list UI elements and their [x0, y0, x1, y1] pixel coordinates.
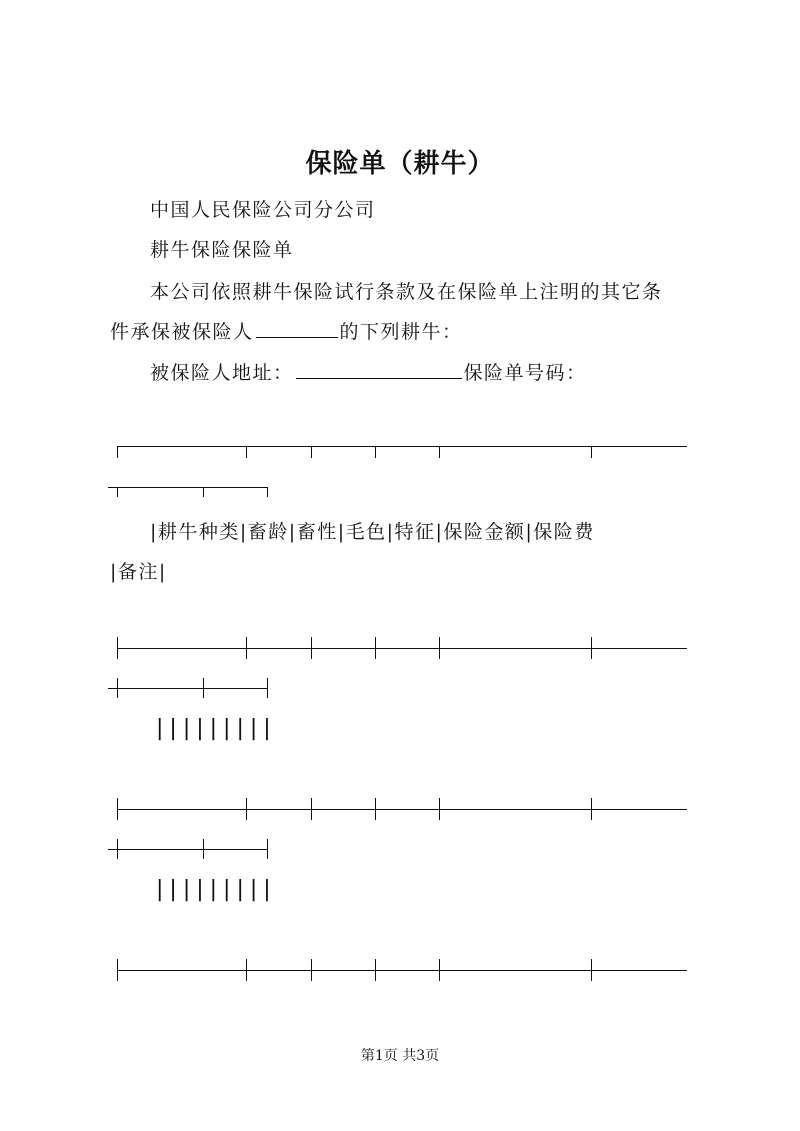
rule-tick	[246, 959, 247, 981]
address-label: 被保险人地址：	[150, 362, 294, 384]
rule-tick	[203, 487, 204, 497]
table-rule-top	[117, 809, 687, 810]
rule-tick	[267, 839, 268, 859]
table-rule-sub	[108, 849, 268, 850]
rule-tick	[267, 678, 268, 698]
table-row-empty: |||||||||	[156, 716, 277, 741]
policy-name: 耕牛保险保险单	[150, 239, 294, 261]
table-header-line1: |耕牛种类|畜龄|畜性|毛色|特征|保险金额|保险费	[150, 521, 595, 543]
rule-tick	[117, 798, 118, 820]
rule-tick	[267, 487, 268, 497]
address-line	[150, 358, 587, 385]
rule-tick	[117, 678, 118, 698]
rule-tick	[117, 959, 118, 981]
rule-tick	[311, 446, 312, 458]
rule-tick	[311, 637, 312, 659]
rule-tick	[203, 678, 204, 698]
policy-number-label: 保险单号码：	[463, 362, 587, 384]
table-rule-top	[117, 648, 687, 649]
rule-tick	[375, 446, 376, 458]
rule-tick	[246, 446, 247, 458]
rule-tick	[439, 637, 440, 659]
intro-text-line2	[110, 317, 463, 344]
rule-tick	[246, 637, 247, 659]
table-rule-sub	[108, 487, 268, 488]
address-blank[interactable]	[296, 360, 462, 379]
table-rule-top	[117, 446, 687, 447]
document-title: 保险单（耕牛）	[305, 149, 495, 179]
rule-tick	[439, 446, 440, 458]
rule-tick	[439, 798, 440, 820]
rule-tick	[375, 798, 376, 820]
intro-text-line1: 本公司依照耕牛保险试行条款及在保险单上注明的其它条	[150, 281, 663, 303]
rule-tick	[591, 446, 592, 458]
table-row-empty: |||||||||	[156, 877, 277, 902]
rule-tick	[375, 959, 376, 981]
rule-tick	[591, 637, 592, 659]
company-line: 中国人民保险公司分公司	[150, 199, 376, 221]
rule-tick	[375, 637, 376, 659]
intro-text-suffix: 的下列耕牛：	[339, 321, 463, 343]
rule-tick	[311, 959, 312, 981]
table-rule-top	[117, 970, 687, 971]
rule-tick	[591, 798, 592, 820]
rule-tick	[117, 637, 118, 659]
rule-tick	[203, 839, 204, 859]
page-footer: 第1页 共3页	[360, 1048, 440, 1064]
rule-tick	[246, 798, 247, 820]
rule-tick	[117, 487, 118, 497]
intro-text-prefix: 件承保被保险人	[110, 321, 254, 343]
rule-tick	[311, 798, 312, 820]
insured-name-blank[interactable]	[256, 319, 338, 338]
rule-tick	[591, 959, 592, 981]
rule-tick	[117, 839, 118, 859]
table-rule-sub	[108, 688, 268, 689]
rule-tick	[439, 959, 440, 981]
table-header-line2: |备注|	[110, 561, 167, 583]
rule-tick	[117, 446, 118, 458]
